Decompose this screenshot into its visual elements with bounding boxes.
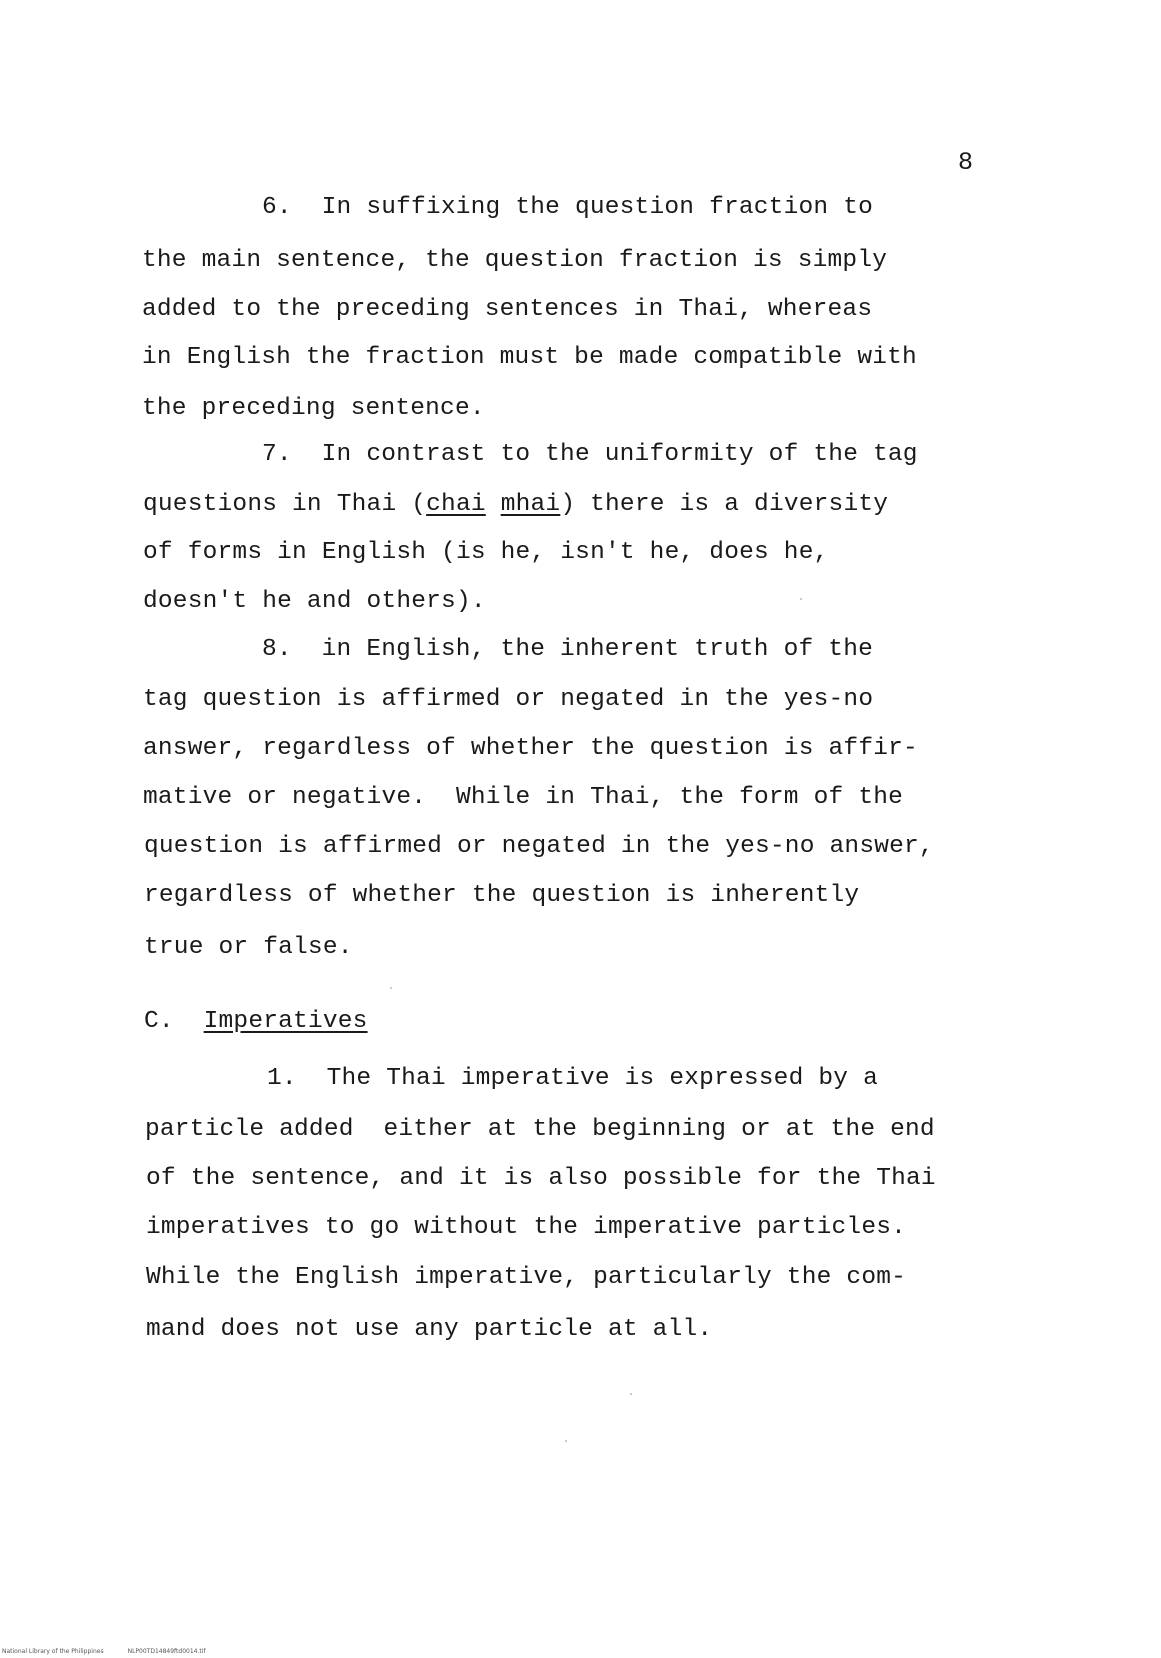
scan-speck bbox=[630, 1393, 632, 1395]
item8-line-2: tag question is affirmed or negated in the yes-no bbox=[143, 686, 874, 713]
footer-file: NLP00TD14849ftd0014.tif bbox=[127, 1648, 206, 1655]
item7-line-2-after: ) there is a diversity bbox=[560, 491, 889, 518]
item6-line-4: in English the fraction must be made compatible with bbox=[142, 344, 917, 371]
item8-line-3: answer, regardless of whether the question is affir- bbox=[143, 735, 918, 762]
item7-line-2-space bbox=[486, 491, 501, 518]
scan-speck bbox=[800, 598, 802, 600]
item6-line-1: 6. In suffixing the question fraction to bbox=[262, 194, 873, 221]
item7-line-2 bbox=[143, 490, 888, 520]
item6-line-3: added to the preceding sentences in Thai, whereas bbox=[142, 296, 873, 323]
item8-line-1: 8. in English, the inherent truth of the bbox=[262, 636, 873, 663]
c1-line-3: of the sentence, and it is also possible for the Thai bbox=[146, 1165, 936, 1192]
scan-speck bbox=[390, 987, 392, 989]
c1-line-1: 1. The Thai imperative is expressed by a bbox=[267, 1065, 878, 1092]
item8-line-7: true or false. bbox=[144, 934, 353, 961]
footer-library: National Library of the Philippines bbox=[2, 1648, 104, 1655]
archive-footer bbox=[2, 1648, 230, 1655]
section-c-title: Imperatives bbox=[203, 1008, 368, 1035]
item6-line-2: the main sentence, the question fraction is simply bbox=[142, 247, 888, 274]
section-c-heading bbox=[144, 1007, 368, 1037]
section-c-letter: C. bbox=[144, 1008, 174, 1035]
c1-line-4: imperatives to go without the imperative particles. bbox=[146, 1214, 907, 1241]
scan-speck bbox=[565, 1440, 567, 1442]
item7-line-4: doesn't he and others). bbox=[143, 588, 486, 615]
item7-line-1: 7. In contrast to the uniformity of the tag bbox=[262, 441, 918, 468]
item8-line-5: question is affirmed or negated in the yes-no answer, bbox=[144, 833, 934, 860]
term-mhai: mhai bbox=[500, 491, 561, 518]
term-chai: chai bbox=[426, 491, 486, 518]
item8-line-4: mative or negative. While in Thai, the form of the bbox=[143, 784, 904, 811]
page-number: 8 bbox=[958, 148, 974, 177]
item6-line-5: the preceding sentence. bbox=[142, 395, 485, 422]
c1-line-6: mand does not use any particle at all. bbox=[146, 1316, 713, 1343]
item8-line-6: regardless of whether the question is inherently bbox=[144, 882, 860, 909]
c1-line-5: While the English imperative, particularly the com- bbox=[146, 1264, 907, 1291]
item7-line-2-before: questions in Thai ( bbox=[143, 491, 427, 518]
item7-line-3: of forms in English (is he, isn't he, does he, bbox=[143, 539, 829, 566]
c1-line-2: particle added either at the beginning or at the end bbox=[145, 1116, 935, 1143]
